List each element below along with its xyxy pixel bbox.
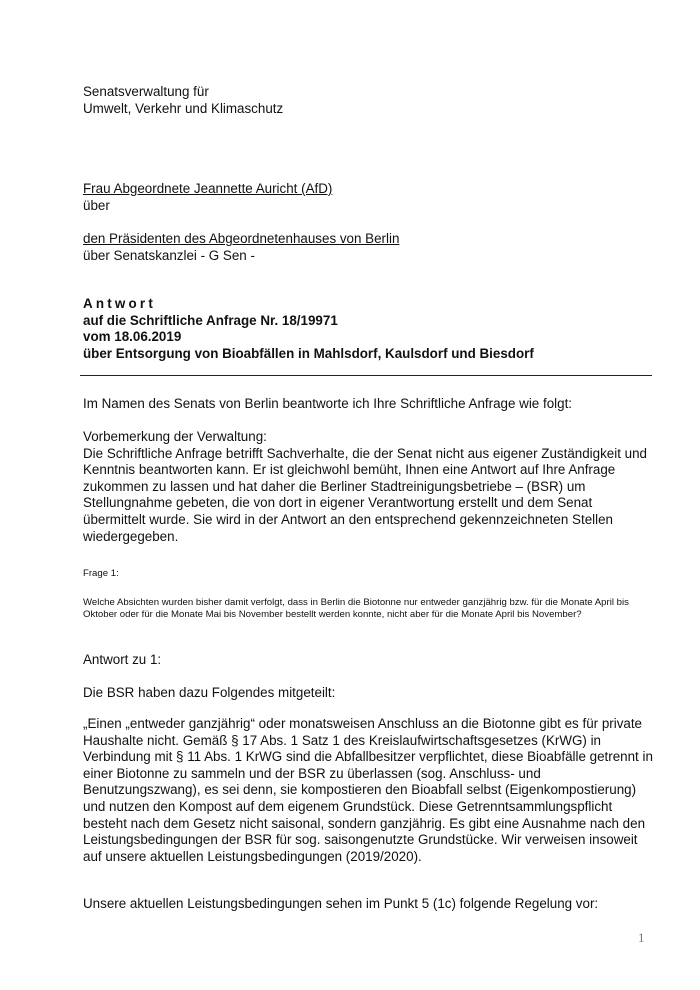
sender-line-2: Umwelt, Verkehr und Klimaschutz	[83, 100, 284, 116]
addressee-via: über	[83, 197, 110, 213]
answer-1-closing: Unsere aktuellen Leistungsbedingungen sehen im Punkt 5 (1c) folgende Regelung vor:	[83, 896, 599, 911]
addressee-president: den Präsidenten des Abgeordnetenhauses von Berlin	[83, 231, 400, 246]
answer-1-quote-block	[83, 716, 653, 865]
inquiry-date: vom 18.06.2019	[83, 329, 182, 345]
inquiry-subject: über Entsorgung von Bioabfällen in Mahlsdorf, Kaulsdorf und Biesdorf	[83, 345, 534, 361]
addressee-block-2	[83, 231, 653, 264]
answer-1-intro: Die BSR haben dazu Folgendes mitgeteilt:	[83, 685, 336, 700]
answer-1-label-block	[83, 652, 653, 669]
sender-line-1: Senatsverwaltung für	[83, 84, 209, 99]
intro-block	[83, 396, 653, 413]
answer-heading	[83, 296, 653, 362]
addressee-chancellery: über Senatskanzlei - G Sen -	[83, 247, 255, 263]
answer-title: Antwort	[83, 296, 156, 311]
question-1-label: Frage 1:	[83, 568, 119, 579]
answer-1-intro-block	[83, 685, 653, 702]
intro-text: Im Namen des Senats von Berlin beantworte ich Ihre Schriftliche Anfrage wie folgt:	[83, 396, 573, 411]
preamble-block	[83, 429, 653, 545]
page-number: 1	[638, 930, 645, 945]
inquiry-number: auf die Schriftliche Anfrage Nr. 18/19971	[83, 312, 338, 328]
addressee-name: Frau Abgeordnete Jeannette Auricht (AfD)	[83, 181, 333, 196]
sender-block	[83, 84, 653, 117]
question-1-block	[83, 568, 653, 580]
answer-1-closing-block	[83, 896, 653, 913]
answer-1-label: Antwort zu 1:	[83, 652, 162, 667]
answer-1-quote: „Einen „entweder ganzjährig“ oder monatsweisen Anschluss an die Biotonne gibt es für private Haushalte nicht. Gemäß § 17 Abs. 1 Satz 1 des Kreislaufwirtschaftsgesetzes (KrWG) in Verbindung mit § 11 Abs. 1 KrWG sind die Abfallbesitzer verpflichtet, diese Bioabfälle getrennt in einer Biotonne zu sammeln und der BSR zu überlassen (sog. Anschluss- und Benutzungszwang), es sei denn, sie kompostieren den Bioabfall selbst (Eigenkompostierung) und nutzen den Kompost auf dem eigenem Grundstück. Diese Getrenntsammlungspflicht besteht nach dem Gesetz nicht saisonal, sondern ganzjährig. Es gibt eine Ausnahme nach den Leistungsbedingungen der BSR für sog. saisongenutzte Grundstücke. Wir verweisen insoweit auf unsere aktuellen Leistungsbedingungen (2019/2020).	[83, 716, 653, 864]
question-1-text-block	[83, 597, 653, 621]
horizontal-divider	[80, 375, 652, 376]
addressee-block	[83, 181, 653, 214]
question-1-text: Welche Absichten wurden bisher damit verfolgt, dass in Berlin die Biotonne nur entweder ganzjährig bzw. für die Monate April bis Oktober oder für die Monate Mai bis November bestellt werden konnte, nicht aber für die Monate April bis November?	[83, 597, 629, 621]
preamble-label: Vorbemerkung der Verwaltung:	[83, 429, 267, 444]
preamble-text: Die Schriftliche Anfrage betrifft Sachverhalte, die der Senat nicht aus eigener Zuständigkeit und Kenntnis beantworten kann. Er ist gleichwohl bemüht, Ihnen eine Antwort auf Ihre Anfrage zukommen zu lassen und hat daher die Berliner Stadtreinigungsbetriebe – (BSR) um Stellungnahme gebeten, die von dort in eigener Verantwortung erstellt und dem Senat übermittelt wurde. Sie wird in der Antwort an den entsprechend gekennzeichneten Stellen wiedergegeben.	[83, 445, 647, 544]
